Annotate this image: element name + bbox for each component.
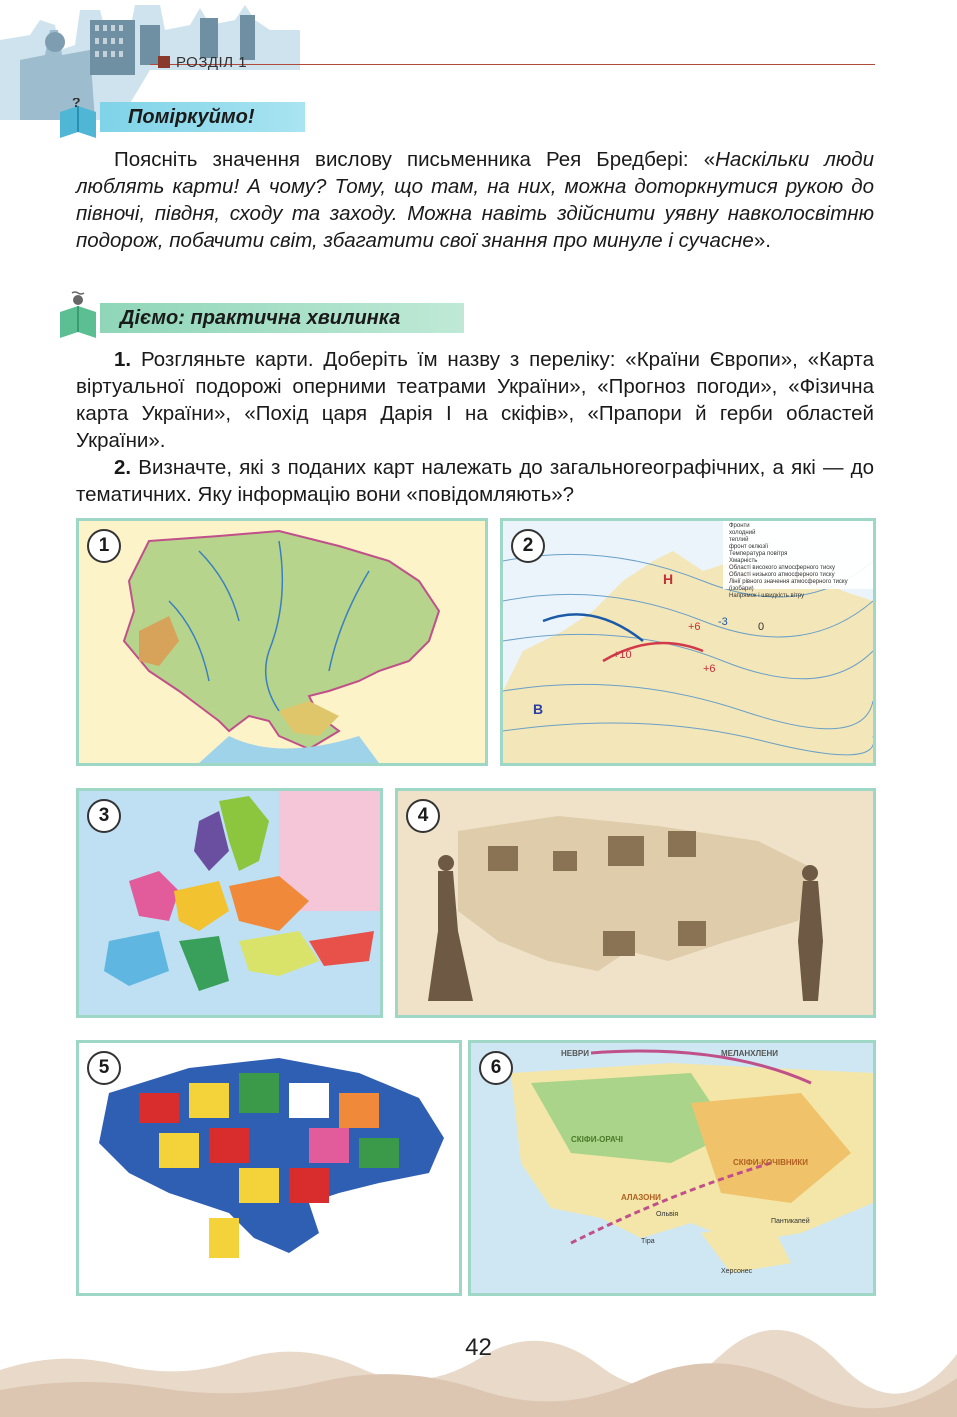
map-number-badge: 5	[87, 1051, 121, 1085]
label-panticapaeum: Пантикапей	[771, 1218, 810, 1225]
svg-text:?: ?	[72, 98, 81, 110]
map-6-darius-campaign	[468, 1040, 876, 1296]
map-number-badge: 3	[87, 799, 121, 833]
chapter-label: РОЗДІЛ 1	[176, 54, 248, 71]
legend-low: Області низького атмосферного тиску	[729, 572, 835, 578]
practice-book-icon	[58, 290, 98, 340]
legend-fronts: Фронти	[729, 523, 750, 529]
chapter-marker	[158, 56, 170, 68]
label-melanchlaeni: МЕЛАНХЛЕНИ	[721, 1049, 778, 1058]
task-1-text: Розгляньте карти. Доберіть їм назву з переліку: «Країни Європи», «Карта віртуальної подорожі оперними театрами України», «Прогноз погоди», «Фізична карта України», «Похід царя Дарія І на скіфів», «Прапори й герби областей України».	[76, 348, 874, 452]
physical-map-graphic	[79, 521, 485, 763]
high-pressure-mark: В	[533, 701, 544, 717]
think-lead: Поясніть значення вислову письменника Рея Бредбері: «	[114, 148, 716, 171]
legend-wind: Напрямок і швидкість вітру	[729, 593, 805, 599]
task-2-number: 2.	[114, 456, 132, 479]
label-olbia: Ольвія	[656, 1211, 679, 1218]
task-2	[76, 454, 874, 508]
legend-warm: теплий	[729, 537, 749, 543]
temp-label: -3	[718, 616, 728, 628]
map-5-flags-coats-of-arms	[76, 1040, 462, 1296]
label-neuri: НЕВРИ	[561, 1049, 589, 1058]
temp-label: +6	[688, 621, 701, 633]
darius-map-graphic	[471, 1043, 873, 1293]
label-scythian-ploughmen: СКІФИ-ОРАЧІ	[571, 1135, 623, 1144]
question-book-icon	[58, 98, 98, 140]
map-1-physical-ukraine	[76, 518, 488, 766]
task-1-number: 1.	[114, 348, 132, 371]
think-paragraph	[76, 146, 874, 254]
map-number-badge: 6	[479, 1051, 513, 1085]
legend-high: Області високого атмосферного тиску	[729, 565, 835, 571]
chapter-rule	[150, 64, 875, 65]
legend-cold: холодний	[729, 530, 756, 536]
label-tyras: Тіра	[641, 1238, 655, 1245]
label-chersonesus: Херсонес	[721, 1268, 753, 1275]
legend-occlusion: фронт оклюзії	[729, 544, 769, 550]
label-alazons: АЛАЗОНИ	[621, 1193, 661, 1202]
legend-isobars: Лінії рівного значення атмосферного тиску (ізобари)	[729, 579, 848, 592]
bradbury-quote: Наскільки люди люблять карти! А чому? Тому, що там, на них, можна доторкнутися рукою до півночі, півдня, сходу та заходу. Можна навіть здійснити уявну навколосвітню подорож, побачити світ, збагатити свої знання про минуле і сучасне	[76, 148, 874, 252]
flags-map-graphic	[79, 1043, 459, 1293]
think-tail: ».	[753, 229, 771, 252]
map-3-countries-europe	[76, 788, 383, 1018]
task-2-text: Визначте, які з поданих карт належать до загальногеографічних, а які — до тематичних. Яку інформацію вони «повідомляють»?	[76, 456, 874, 506]
map-number-badge: 4	[406, 799, 440, 833]
weather-legend	[729, 523, 873, 600]
practice-heading: Діємо: практична хвилинка	[100, 303, 464, 333]
low-pressure-mark: Н	[663, 571, 674, 587]
map-2-weather-forecast	[500, 518, 876, 766]
temp-label: +6	[703, 663, 716, 675]
map-number-badge: 2	[511, 529, 545, 563]
page-number: 42	[465, 1334, 492, 1361]
map-number-badge: 1	[87, 529, 121, 563]
legend-temperature: Температура повітря	[729, 551, 788, 557]
opera-map-graphic	[398, 791, 873, 1015]
europe-map-graphic	[79, 791, 380, 1015]
temp-label: +10	[613, 649, 632, 661]
legend-cloudiness: Хмарність	[729, 558, 758, 564]
task-1	[76, 346, 874, 454]
think-heading: Поміркуймо!	[100, 102, 305, 132]
temp-label: 0	[758, 621, 765, 633]
label-scythian-nomads: СКІФИ-КОЧІВНИКИ	[733, 1158, 809, 1167]
map-4-opera-theatres	[395, 788, 876, 1018]
